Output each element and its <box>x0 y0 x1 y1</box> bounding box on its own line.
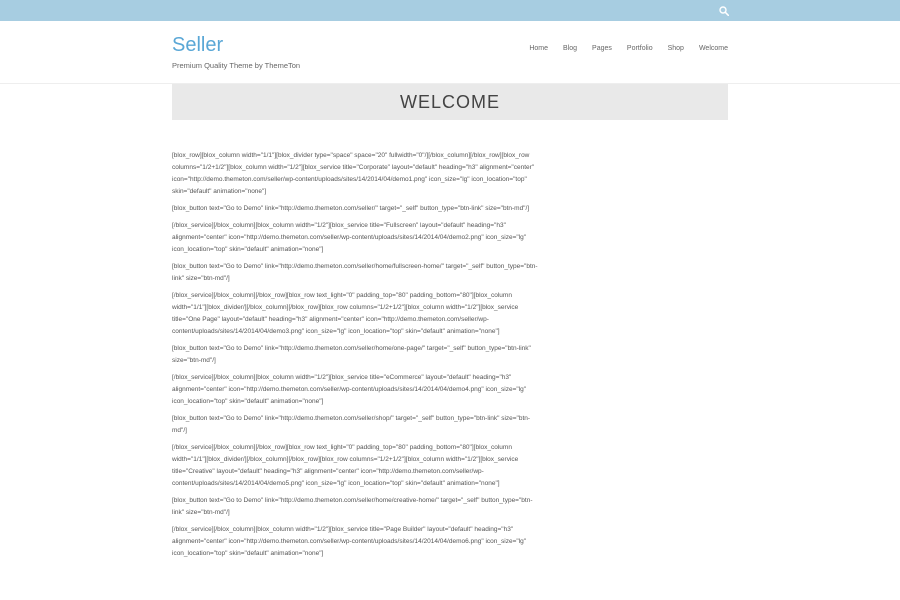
content-paragraph: [blox_button text="Go to Demo" link="http://demo.themeton.com/seller/home/one-page/" target="_self" button_type="btn-link" size="btn-md"/] <box>172 345 531 364</box>
content-paragraph: [/blox_service][/blox_column][/blox_row][blox_row text_light="0" padding_top="80" padding_bottom="80"][blox_column width="1/1"][blox_divider/][/blox_column][/blox_row][blox_row columns="1/2+1/2"][blox_column width="1/2"][blox_service title="Creative" layout="default" heading="h3" alignment="center" icon="http://demo.themeton.com/seller/wp-content/uploads/sites/14/2014/04/demo5.png" icon_size="lg" icon_location="top" skin="default" animation="none"] <box>172 444 519 487</box>
content-paragraph: [blox_button text="Go to Demo" link="http://demo.themeton.com/seller/home/fullscreen-home/" target="_self" button_type="btn-link" size="btn-md"/] <box>172 263 538 282</box>
content-paragraph: [blox_row][blox_column width="1/1"][blox_divider type="space" space="20" fullwidth="0"/][/blox_column][/blox_row][blox_row columns="1/2+1/2"][blox_column width="1/2"][blox_service title="Corporate" layout="default" heading="h3" alignment="center" icon="http://demo.themeton.com/seller/wp-content/uploads/sites/14/2014/04/demo1.png" icon_size="lg" icon_location="top" skin="default" animation="none"] <box>172 152 535 195</box>
content-paragraph: [blox_button text="Go to Demo" link="http://demo.themeton.com/seller/shop/" target="_self" button_type="btn-link" size="btn-md"/] <box>172 415 531 434</box>
page-content <box>172 150 538 565</box>
top-bar <box>0 0 900 21</box>
nav-item-home[interactable]: Home <box>529 45 549 52</box>
brand <box>172 33 300 70</box>
nav-item-pages[interactable]: Pages <box>592 45 612 52</box>
content-paragraph: [/blox_service][/blox_column][blox_column width="1/2"][blox_service title="Fullscreen" layout="default" heading="h3" alignment="center" icon="http://demo.themeton.com/seller/wp-content/uploads/sites/14/2014/04/demo2.png" icon_size="lg" icon_location="top" skin="default" animation="none"] <box>172 222 527 253</box>
main-nav <box>529 45 728 52</box>
nav-item-blog[interactable]: Blog <box>563 45 578 52</box>
content-paragraph: [/blox_service][/blox_column][blox_column width="1/2"][blox_service title="eCommerce" layout="default" heading="h3" alignment="center" icon="http://demo.themeton.com/seller/wp-content/uploads/sites/14/2014/04/demo4.png" icon_size="lg" icon_location="top" skin="default" animation="none"] <box>172 374 527 405</box>
search-icon[interactable] <box>719 6 729 16</box>
content-paragraph: [/blox_service][/blox_column][blox_column width="1/2"][blox_service title="Page Builder" layout="default" heading="h3" alignment="center" icon="http://demo.themeton.com/seller/wp-content/uploads/sites/14/2014/04/demo6.png" icon_size="lg" icon_location="top" skin="default" animation="none"] <box>172 526 527 557</box>
nav-item-portfolio[interactable]: Portfolio <box>626 45 653 52</box>
content-paragraph: [/blox_service][/blox_column][/blox_row][blox_row text_light="0" padding_top="80" padding_bottom="80"][blox_column width="1/1"][blox_divider/][/blox_column][/blox_row][blox_row columns="1/2+1/2"][blox_column width="1/2"][blox_service title="One Page" layout="default" heading="h3" alignment="center" icon="http://demo.themeton.com/seller/wp-content/uploads/sites/14/2014/04/demo3.png" icon_size="lg" icon_location="top" skin="default" animation="none"] <box>172 292 519 335</box>
site-tagline: Premium Quality Theme by ThemeTon <box>172 61 301 70</box>
content-paragraph: [blox_button text="Go to Demo" link="http://demo.themeton.com/seller/" target="_self" button_type="btn-link" size="btn-md"/] <box>172 205 530 212</box>
site-logo[interactable]: Seller <box>172 34 224 56</box>
page-title: WELCOME <box>399 91 500 112</box>
nav-item-shop[interactable]: Shop <box>667 45 684 52</box>
nav-item-welcome[interactable]: Welcome <box>698 45 728 52</box>
page-title-banner <box>172 84 728 120</box>
content-paragraph: [blox_button text="Go to Demo" link="http://demo.themeton.com/seller/home/creative-home/" target="_self" button_type="btn-link" size="btn-md"/] <box>172 497 533 516</box>
site-header <box>0 21 900 84</box>
